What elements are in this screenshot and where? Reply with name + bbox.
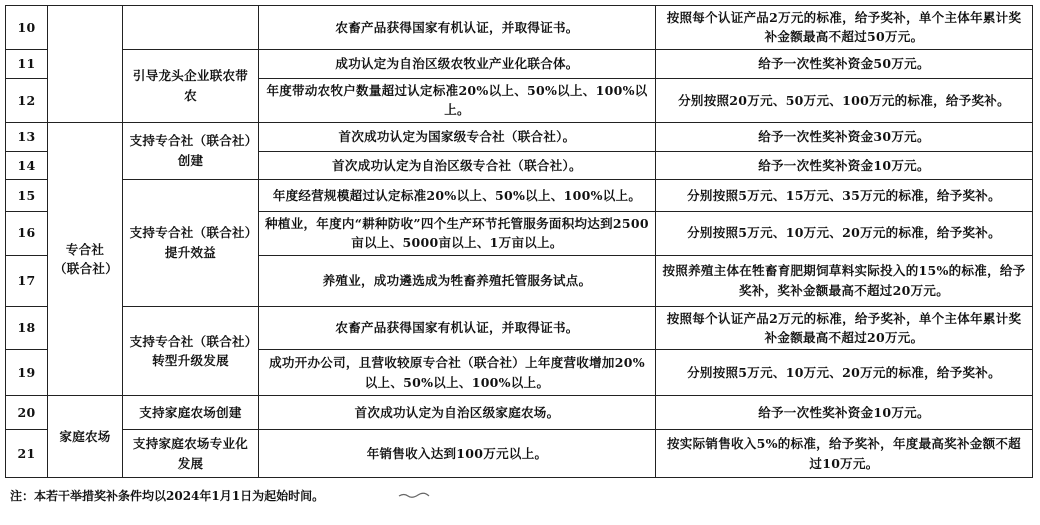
requirement-cell: 农畜产品获得国家有机认证，并取得证书。 xyxy=(259,306,656,350)
reward-cell: 分别按照5万元、15万元、35万元的标准，给予奖补。 xyxy=(656,179,1033,211)
item-cell: 支持专合社（联合社）转型升级发展 xyxy=(123,306,259,396)
row-number: 19 xyxy=(6,350,48,396)
category-cell: 家庭农场 xyxy=(48,396,123,478)
reward-cell: 分别按照5万元、10万元、20万元的标准，给予奖补。 xyxy=(656,350,1033,396)
ink-smudge xyxy=(398,492,430,498)
row-number: 18 xyxy=(6,306,48,350)
requirement-cell: 年销售收入达到100万元以上。 xyxy=(259,430,656,478)
requirement-cell: 首次成功认定为自治区级家庭农场。 xyxy=(259,396,656,430)
item-cell: 支持家庭农场创建 xyxy=(123,396,259,430)
item-cell: 支持家庭农场专业化发展 xyxy=(123,430,259,478)
table-row xyxy=(6,179,1033,211)
requirement-cell: 年度经营规模超过认定标准20%以上、50%以上、100%以上。 xyxy=(259,179,656,211)
footnote: 注：本若干举措奖补条件均以2024年1月1日为起始时间。 xyxy=(10,489,325,503)
item-cell: 支持专合社（联合社）提升效益 xyxy=(123,179,259,306)
reward-cell: 给予一次性奖补资金30万元。 xyxy=(656,122,1033,151)
reward-cell: 按实际销售收入5%的标准，给予奖补，年度最高奖补金额不超过10万元。 xyxy=(656,430,1033,478)
row-number: 12 xyxy=(6,78,48,122)
reward-cell: 按照养殖主体在牲畜育肥期饲草料实际投入的15%的标准，给予奖补，奖补金额最高不超过20万元。 xyxy=(656,255,1033,306)
requirement-cell: 首次成功认定为自治区级专合社（联合社）。 xyxy=(259,151,656,179)
row-number: 17 xyxy=(6,255,48,306)
reward-cell: 分别按照20万元、50万元、100万元的标准，给予奖补。 xyxy=(656,78,1033,122)
row-number: 14 xyxy=(6,151,48,179)
category-cell: 专合社（联合社） xyxy=(48,122,123,396)
row-number: 21 xyxy=(6,430,48,478)
table-row xyxy=(6,6,1033,50)
reward-cell: 按照每个认证产品2万元的标准，给予奖补，单个主体年累计奖补金额最高不超过50万元。 xyxy=(656,6,1033,50)
requirement-cell: 农畜产品获得国家有机认证，并取得证书。 xyxy=(259,6,656,50)
table-row xyxy=(6,49,1033,78)
reward-cell: 给予一次性奖补资金10万元。 xyxy=(656,396,1033,430)
table-row xyxy=(6,396,1033,430)
row-number: 16 xyxy=(6,211,48,255)
category-cell-blank xyxy=(48,6,123,123)
reward-cell: 按照每个认证产品2万元的标准，给予奖补，单个主体年累计奖补金额最高不超过20万元。 xyxy=(656,306,1033,350)
row-number: 15 xyxy=(6,179,48,211)
table-row xyxy=(6,430,1033,478)
requirement-cell: 种植业，年度内“耕种防收”四个生产环节托管服务面积均达到2500亩以上、5000亩以上、1万亩以上。 xyxy=(259,211,656,255)
item-cell-blank xyxy=(123,6,259,50)
requirement-cell: 养殖业，成功遴选成为牲畜养殖托管服务试点。 xyxy=(259,255,656,306)
requirement-cell: 成功认定为自治区级农牧业产业化联合体。 xyxy=(259,49,656,78)
row-number: 20 xyxy=(6,396,48,430)
item-cell: 引导龙头企业联农带农 xyxy=(123,49,259,122)
table-row xyxy=(6,306,1033,350)
reward-cell: 给予一次性奖补资金10万元。 xyxy=(656,151,1033,179)
reward-cell: 给予一次性奖补资金50万元。 xyxy=(656,49,1033,78)
row-number: 10 xyxy=(6,6,48,50)
item-cell: 支持专合社（联合社）创建 xyxy=(123,122,259,179)
table-row xyxy=(6,122,1033,151)
requirement-cell: 首次成功认定为国家级专合社（联合社）。 xyxy=(259,122,656,151)
row-number: 11 xyxy=(6,49,48,78)
subsidy-table xyxy=(5,5,1033,478)
requirement-cell: 成功开办公司，且营收较原专合社（联合社）上年度营收增加20%以上、50%以上、100%以上。 xyxy=(259,350,656,396)
reward-cell: 分别按照5万元、10万元、20万元的标准，给予奖补。 xyxy=(656,211,1033,255)
requirement-cell: 年度带动农牧户数量超过认定标准20%以上、50%以上、100%以上。 xyxy=(259,78,656,122)
row-number: 13 xyxy=(6,122,48,151)
